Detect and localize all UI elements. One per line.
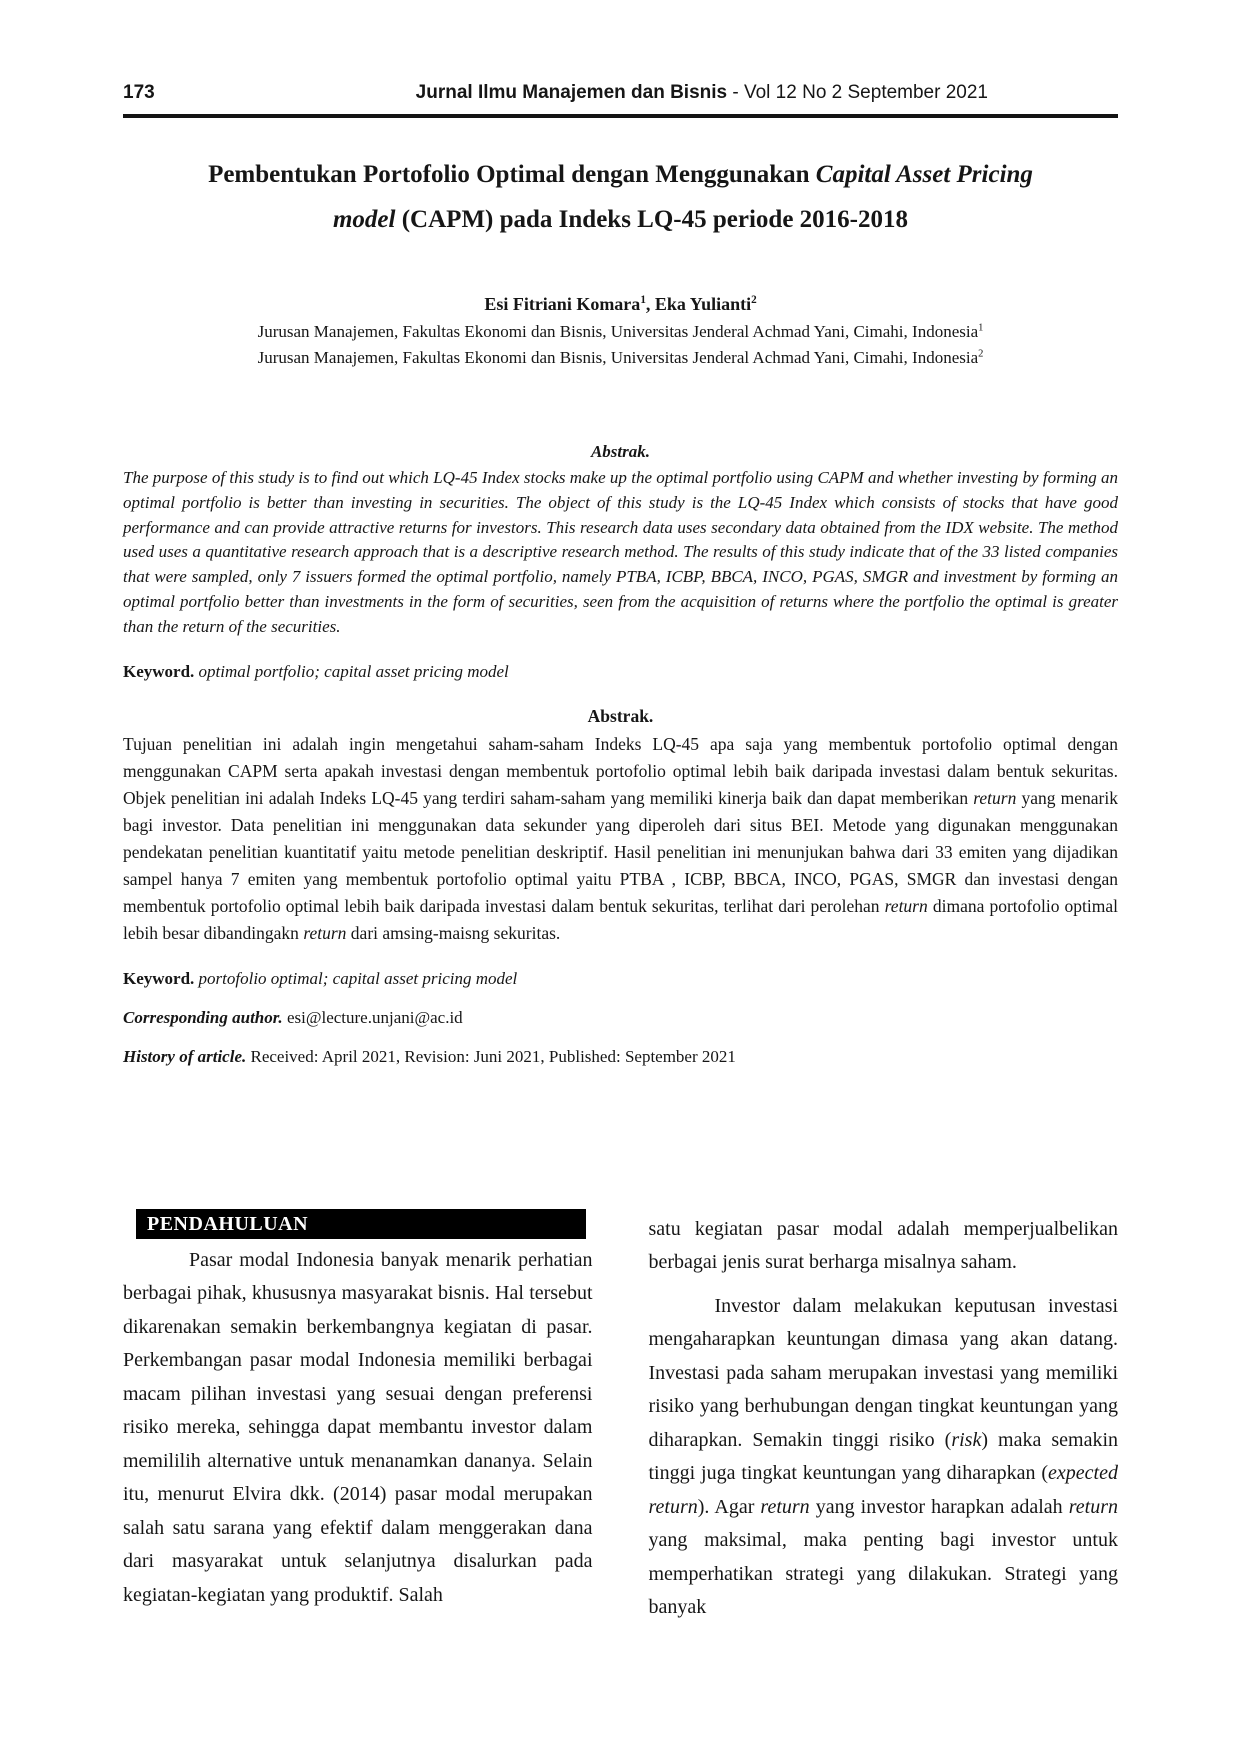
body-columns <box>123 1209 1118 1625</box>
left-column <box>123 1209 593 1625</box>
keyword-line-en <box>123 660 1118 684</box>
affiliation-line: Jurusan Manajemen, Fakultas Ekonomi dan Bisnis, Universitas Jenderal Achmad Yani, Cimahi, Indonesia$^1$ <box>257 322 984 341</box>
corresponding-author-email: esi@lecture.unjani@ac.id <box>286 1007 463 1027</box>
corresponding-author-line <box>123 1006 1118 1030</box>
header-rule <box>123 114 1118 118</box>
body-paragraph: Investor dalam melakukan keputusan investasi mengaharapkan keuntungan dimasa yang akan datang. Investasi pada saham merupakan investasi yang memiliki risiko yang berhubungan dengan tingkat keuntungan yang diharapkan. Semakin tinggi risiko (risk) maka semakin tinggi juga tingkat keuntungan yang diharapkan (expected return). Agar return yang investor harapkan adalah return yang maksimal, maka penting bagi investor untuk memperhatikan strategi yang dilakukan. Strategi yang banyak <box>648 1294 1118 1619</box>
journal-reference <box>416 82 1118 104</box>
journal-title: Jurnal Ilmu Manajemen dan Bisnis <box>415 82 728 103</box>
keyword-value: optimal portfolio; capital asset pricing model <box>198 661 509 681</box>
author-line: Esi Fitriani Komara$^1$, Eka Yulianti$^2$ <box>484 294 757 314</box>
section-heading-pendahuluan: PENDAHULUAN <box>136 1209 586 1239</box>
abstract-id-heading: Abstrak. <box>587 705 654 726</box>
body-paragraph: satu kegiatan pasar modal adalah memperjualbelikan berbagai jenis surat berharga misalnya saham. <box>648 1217 1118 1274</box>
abstract-en-heading: Abstrak. <box>590 442 651 461</box>
article-history-line <box>123 1045 1118 1069</box>
body-paragraph: Pasar modal Indonesia banyak menarik perhatian berbagai pihak, khususnya masyarakat bisnis. Hal tersebut dikarenakan semakin berkembangnya kegiatan di pasar. Perkembangan pasar modal Indonesia memiliki berbagai macam pilihan investasi yang sesuai dengan preferensi risiko mereka, sehingga dapat membantu investor dalam memililih alternative untuk menanamkan dananya. Selain itu, menurut Elvira dkk. (2014) pasar modal merupakan salah satu sarana yang efektif dalam menggerakan dana dari masyarakat untuk selanjutnya disalurkan pada kegiatan-kegiatan yang produktif. Salah <box>123 1248 593 1606</box>
keyword-label: Keyword. <box>123 661 195 681</box>
keyword-label: Keyword. <box>123 968 195 988</box>
article-history-value: Received: April 2021, Revision: Juni 2021, Published: September 2021 <box>250 1046 736 1066</box>
journal-issue-info: - Vol 12 No 2 September 2021 <box>727 82 988 103</box>
right-column <box>649 1209 1119 1625</box>
page-header <box>123 82 1118 104</box>
keyword-line-id <box>123 967 1118 991</box>
page-number: 173 <box>123 82 155 103</box>
abstract-en-body: The purpose of this study is to find out which LQ-45 Index stocks make up the optimal portfolio using CAPM and whether investing by forming an optimal portfolio is better than investing in securities. The object of this study is the LQ-45 Index which consists of stocks that have good performance and can provide attractive returns for investors. This research data uses secondary data obtained from the IDX website. The method used uses a quantitative research approach that is a descriptive research method. The results of this study indicate that of the 33 listed companies that were sampled, only 7 issuers formed the optimal portfolio, namely PTBA, ICBP, BBCA, INCO, PGAS, SMGR and investment by forming an optimal portfolio better than investments in the form of securities, seen from the acquisition of returns where the portfolio the optimal is greater than the return of the securities. <box>123 468 1118 636</box>
corresponding-author-label: Corresponding author. <box>123 1007 283 1027</box>
abstract-id-body: Tujuan penelitian ini adalah ingin mengetahui saham-saham Indeks LQ-45 apa saja yang membentuk portofolio optimal dengan menggunakan CAPM serta apakah investasi dengan membentuk portofolio optimal lebih baik daripada investasi dalam bentuk sekuritas. Objek penelitian ini adalah Indeks LQ-45 yang terdiri saham-saham yang memiliki kinerja baik dan dapat memberikan return yang menarik bagi investor. Data penelitian ini menggunakan data sekunder yang diperoleh dari situs BEI. Metode yang digunakan menggunakan pendekatan penelitian kuantitatif yaitu metode penelitian deskriptif. Hasil penelitian ini menunjukan bahwa dari 33 emiten yang dijadikan sampel hanya 7 emiten yang membentuk portofolio optimal yaitu PTBA , ICBP, BBCA, INCO, PGAS, SMGR dan investasi dengan membentuk portofolio optimal lebih baik daripada investasi dalam bentuk sekuritas, terlihat dari perolehan return dimana portofolio optimal lebih besar dibandingakn return dari amsing-maisng sekuritas. <box>123 733 1118 943</box>
article-history-label: History of article. <box>123 1046 247 1066</box>
keyword-value: portofolio optimal; capital asset pricing model <box>198 968 518 988</box>
article-title: Pembentukan Portofolio Optimal dengan Menggunakan Capital Asset Pricing model (CAPM) pada Indeks LQ-45 periode 2016-2018 <box>208 161 1033 233</box>
affiliations <box>123 319 1118 371</box>
affiliation-line: Jurusan Manajemen, Fakultas Ekonomi dan Bisnis, Universitas Jenderal Achmad Yani, Cimahi, Indonesia$^2$ <box>257 348 984 367</box>
